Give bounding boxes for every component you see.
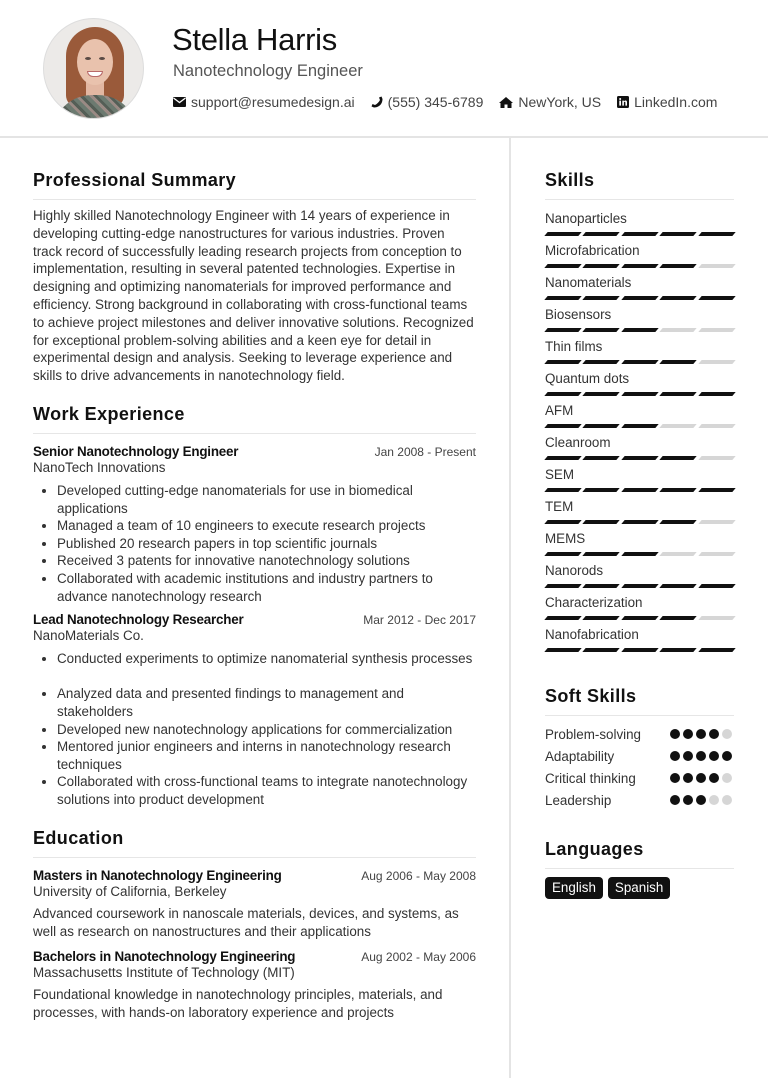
phone-icon	[371, 96, 383, 108]
skills-section	[545, 170, 734, 659]
rating-segment-filled	[583, 328, 621, 332]
rating-segment-filled	[544, 552, 582, 556]
bullet-item: Mentored junior engineers and interns in nanotechnology research techniques	[57, 738, 476, 773]
contact-linkedin[interactable]: LinkedIn.com	[617, 94, 717, 110]
rating-segment-filled	[621, 232, 659, 236]
soft-skill-rating	[670, 773, 732, 783]
rating-dot-filled	[683, 795, 693, 805]
profile-photo	[43, 18, 144, 119]
rating-segment-filled	[660, 488, 698, 492]
skill-rating-bar	[546, 296, 734, 300]
skill-item	[545, 307, 734, 339]
section-heading: Education	[33, 828, 476, 858]
skill-rating-bar	[546, 552, 734, 556]
rating-segment-filled	[583, 264, 621, 268]
rating-segment-empty	[660, 328, 698, 332]
rating-dot-filled	[670, 795, 680, 805]
skill-rating-bar	[546, 360, 734, 364]
rating-segment-filled	[583, 648, 621, 652]
work-experience-section	[33, 404, 476, 809]
rating-segment-filled	[698, 296, 736, 300]
section-heading: Soft Skills	[545, 686, 734, 716]
skill-name: Nanorods	[545, 563, 604, 578]
skill-name: Microfabrication	[545, 243, 640, 258]
rating-dot-filled	[696, 795, 706, 805]
rating-dot-filled	[683, 751, 693, 761]
education-entry	[33, 949, 476, 1022]
education-section	[33, 828, 476, 1021]
job-bullets	[33, 482, 476, 605]
skill-rating-bar	[546, 392, 734, 396]
rating-segment-filled	[583, 456, 621, 460]
section-heading: Skills	[545, 170, 734, 200]
skill-item	[545, 627, 734, 659]
soft-skills-section	[545, 686, 734, 811]
soft-skills-list	[545, 723, 734, 811]
rating-segment-empty	[698, 424, 736, 428]
rating-segment-filled	[621, 264, 659, 268]
rating-segment-filled	[583, 392, 621, 396]
contact-email[interactable]: support@resumedesign.ai	[173, 94, 355, 110]
skill-item	[545, 499, 734, 531]
skill-item	[545, 275, 734, 307]
rating-dot-empty	[722, 729, 732, 739]
skill-item	[545, 211, 734, 243]
languages-section	[545, 839, 734, 899]
rating-segment-filled	[660, 616, 698, 620]
candidate-name: Stella Harris	[172, 22, 337, 57]
skill-rating-bar	[546, 648, 734, 652]
rating-dot-filled	[709, 773, 719, 783]
rating-segment-filled	[660, 456, 698, 460]
skill-rating-bar	[546, 520, 734, 524]
soft-skill-item	[545, 723, 734, 745]
rating-segment-empty	[660, 424, 698, 428]
rating-segment-filled	[660, 392, 698, 396]
skill-rating-bar	[546, 232, 734, 236]
rating-segment-filled	[544, 520, 582, 524]
job-company: NanoMaterials Co.	[33, 628, 144, 644]
rating-segment-filled	[698, 392, 736, 396]
degree: Masters in Nanotechnology Engineering	[33, 868, 282, 884]
rating-segment-filled	[698, 488, 736, 492]
job-bullets	[33, 650, 476, 808]
job-entry	[33, 444, 476, 605]
rating-segment-empty	[698, 264, 736, 268]
rating-segment-filled	[621, 296, 659, 300]
rating-segment-filled	[544, 648, 582, 652]
soft-skill-name: Problem-solving	[545, 726, 642, 742]
education-date: Aug 2006 - May 2008	[361, 869, 476, 884]
rating-dot-empty	[722, 795, 732, 805]
rating-segment-filled	[544, 296, 582, 300]
language-tag: English	[545, 877, 603, 899]
rating-segment-filled	[660, 360, 698, 364]
rating-segment-filled	[544, 584, 582, 588]
school: Massachusetts Institute of Technology (MIT)	[33, 965, 295, 981]
linkedin-icon	[617, 96, 629, 108]
skill-item	[545, 339, 734, 371]
resume-header	[0, 0, 768, 138]
rating-dot-empty	[722, 773, 732, 783]
soft-skill-rating	[670, 795, 732, 805]
skill-name: Biosensors	[545, 307, 612, 322]
skill-rating-bar	[546, 616, 734, 620]
main-column	[33, 170, 476, 1022]
rating-segment-filled	[544, 232, 582, 236]
rating-segment-filled	[660, 264, 698, 268]
skill-name: Nanomaterials	[545, 275, 632, 290]
rating-dot-filled	[696, 729, 706, 739]
skill-item	[545, 435, 734, 467]
skill-name: Nanoparticles	[545, 211, 627, 226]
rating-segment-filled	[621, 552, 659, 556]
rating-segment-filled	[544, 328, 582, 332]
skill-name: TEM	[545, 499, 574, 514]
rating-segment-filled	[583, 424, 621, 428]
rating-segment-filled	[544, 392, 582, 396]
skill-rating-bar	[546, 424, 734, 428]
sidebar-column	[545, 170, 734, 899]
skill-item	[545, 531, 734, 563]
skill-rating-bar	[546, 584, 734, 588]
rating-segment-filled	[621, 648, 659, 652]
skill-name: Characterization	[545, 595, 643, 610]
job-role: Senior Nanotechnology Engineer	[33, 443, 239, 459]
section-heading: Languages	[545, 839, 734, 869]
skill-rating-bar	[546, 488, 734, 492]
rating-segment-filled	[583, 552, 621, 556]
rating-segment-filled	[544, 360, 582, 364]
professional-summary-section	[33, 170, 476, 385]
rating-segment-empty	[698, 328, 736, 332]
skill-item	[545, 243, 734, 275]
bullet-item: Collaborated with academic institutions and industry partners to advance nanotechnology research	[57, 570, 476, 605]
rating-segment-filled	[583, 488, 621, 492]
languages-list	[545, 877, 734, 899]
rating-segment-filled	[621, 584, 659, 588]
rating-segment-filled	[621, 328, 659, 332]
rating-dot-filled	[670, 773, 680, 783]
job-company: NanoTech Innovations	[33, 459, 166, 475]
language-tag: Spanish	[608, 877, 670, 899]
section-heading: Work Experience	[33, 404, 476, 434]
rating-segment-filled	[583, 520, 621, 524]
rating-dot-filled	[709, 729, 719, 739]
rating-dot-filled	[696, 773, 706, 783]
rating-segment-filled	[544, 264, 582, 268]
education-description: Advanced coursework in nanoscale materials, devices, and systems, as well as research on nanostructures and their applications	[33, 906, 459, 940]
rating-segment-filled	[544, 424, 582, 428]
rating-segment-filled	[698, 584, 736, 588]
soft-skill-name: Critical thinking	[545, 770, 636, 786]
column-divider	[509, 138, 511, 1078]
job-entry	[33, 612, 476, 808]
skill-rating-bar	[546, 264, 734, 268]
candidate-title: Nanotechnology Engineer	[173, 62, 363, 80]
rating-segment-filled	[660, 296, 698, 300]
rating-dot-filled	[709, 751, 719, 761]
bullet-item: Developed new nanotechnology applications for commercialization	[57, 721, 476, 739]
skill-item	[545, 371, 734, 403]
skill-name: Quantum dots	[545, 371, 630, 386]
rating-dot-filled	[683, 729, 693, 739]
soft-skill-item	[545, 789, 734, 811]
rating-dot-empty	[709, 795, 719, 805]
rating-segment-filled	[583, 232, 621, 236]
soft-skill-rating	[670, 729, 732, 739]
rating-segment-empty	[698, 456, 736, 460]
rating-segment-filled	[621, 456, 659, 460]
rating-dot-filled	[722, 751, 732, 761]
education-date: Aug 2002 - May 2006	[361, 950, 476, 965]
skill-item	[545, 403, 734, 435]
job-date: Mar 2012 - Dec 2017	[363, 613, 476, 628]
rating-segment-filled	[583, 296, 621, 300]
skill-item	[545, 467, 734, 499]
bullet-item: Received 3 patents for innovative nanotechnology solutions	[57, 552, 476, 570]
rating-segment-empty	[698, 616, 736, 620]
contact-location: NewYork, US	[499, 94, 601, 110]
skill-name: MEMS	[545, 531, 586, 546]
soft-skill-name: Leadership	[545, 792, 612, 808]
rating-segment-filled	[621, 616, 659, 620]
rating-segment-filled	[544, 456, 582, 460]
rating-segment-filled	[660, 520, 698, 524]
rating-dot-filled	[670, 729, 680, 739]
contact-list	[173, 94, 717, 110]
rating-segment-filled	[660, 232, 698, 236]
rating-segment-filled	[660, 648, 698, 652]
rating-segment-empty	[698, 360, 736, 364]
school: University of California, Berkeley	[33, 884, 227, 900]
summary-text: Highly skilled Nanotechnology Engineer with 14 years of experience in developing cutting-edge nanostructures for various industries. Proven track record of successfully leading research projects from conception to implementation, resulting in several patented technologies. Expertise in designing and optimizing nanomaterials for improved performance and efficiency. Strong background in collaborating with cross-functional teams to achieve project milestones and deliver innovative solutions. Recognized for exceptional problem-solving abilities and a keen eye for detail in experimental design and analysis. Seeking to leverage experience and skills to drive advancements in nanotechnology field.	[33, 208, 474, 384]
rating-segment-filled	[621, 488, 659, 492]
bullet-item: Conducted experiments to optimize nanomaterial synthesis processes	[57, 650, 476, 685]
rating-segment-filled	[583, 584, 621, 588]
bullet-item: Collaborated with cross-functional teams to integrate nanotechnology solutions into product development	[57, 773, 476, 808]
skills-list	[545, 211, 734, 659]
bullet-item: Developed cutting-edge nanomaterials for use in biomedical applications	[57, 482, 476, 517]
skill-name: Cleanroom	[545, 435, 611, 450]
education-description: Foundational knowledge in nanotechnology principles, materials, and processes, with hands-on laboratory experience and projects	[33, 987, 443, 1020]
job-date: Jan 2008 - Present	[374, 444, 476, 459]
bullet-item: Managed a team of 10 engineers to execute research projects	[57, 517, 476, 535]
soft-skill-item	[545, 767, 734, 789]
rating-dot-filled	[683, 773, 693, 783]
skill-rating-bar	[546, 456, 734, 460]
rating-segment-filled	[621, 360, 659, 364]
skill-rating-bar	[546, 328, 734, 332]
skill-name: AFM	[545, 403, 574, 418]
skill-name: Thin films	[545, 339, 603, 354]
home-icon	[499, 97, 513, 108]
rating-dot-filled	[670, 751, 680, 761]
rating-segment-filled	[583, 616, 621, 620]
skill-item	[545, 563, 734, 595]
job-role: Lead Nanotechnology Researcher	[33, 612, 244, 628]
rating-dot-filled	[696, 751, 706, 761]
degree: Bachelors in Nanotechnology Engineering	[33, 949, 296, 965]
section-heading: Professional Summary	[33, 170, 476, 200]
contact-phone[interactable]: (555) 345-6789	[371, 94, 484, 110]
education-entry	[33, 868, 476, 941]
rating-segment-filled	[698, 232, 736, 236]
bullet-item: Published 20 research papers in top scientific journals	[57, 535, 476, 553]
skill-name: Nanofabrication	[545, 627, 639, 642]
rating-segment-empty	[698, 552, 736, 556]
rating-segment-filled	[544, 616, 582, 620]
soft-skill-name: Adaptability	[545, 748, 615, 764]
skill-item	[545, 595, 734, 627]
soft-skill-rating	[670, 751, 732, 761]
rating-segment-filled	[660, 584, 698, 588]
rating-segment-filled	[544, 488, 582, 492]
rating-segment-filled	[621, 424, 659, 428]
rating-segment-filled	[621, 392, 659, 396]
rating-segment-filled	[583, 360, 621, 364]
rating-segment-filled	[621, 520, 659, 524]
skill-name: SEM	[545, 467, 575, 482]
rating-segment-empty	[660, 552, 698, 556]
envelope-icon	[173, 97, 186, 107]
bullet-item: Analyzed data and presented findings to management and stakeholders	[57, 685, 476, 720]
soft-skill-item	[545, 745, 734, 767]
rating-segment-empty	[698, 520, 736, 524]
rating-segment-filled	[698, 648, 736, 652]
